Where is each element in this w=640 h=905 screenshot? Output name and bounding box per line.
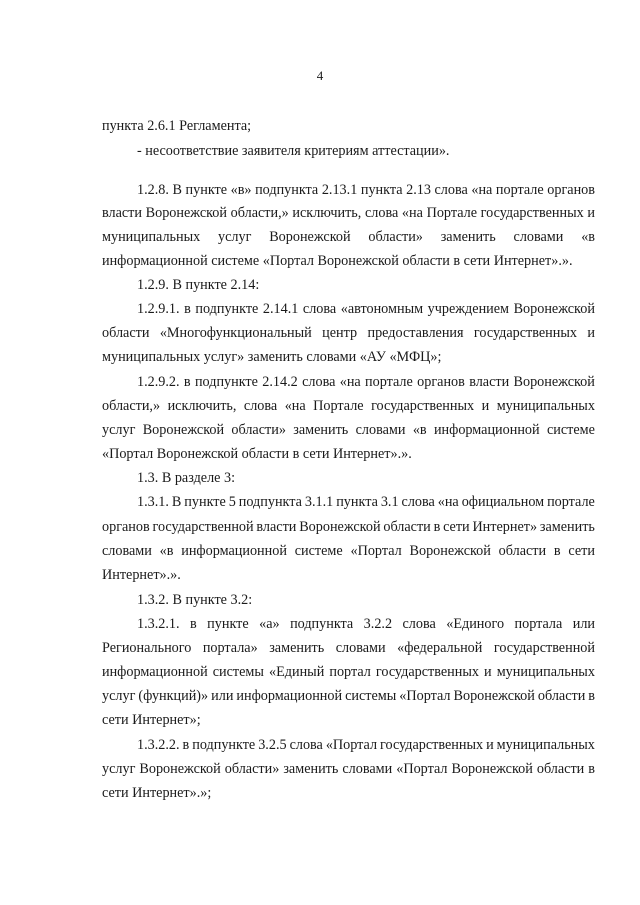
text-line: сети Интернет».»; xyxy=(102,785,212,801)
text-line: органов государственной власти Воронежской области в сети Интернет» заменить xyxy=(102,519,595,535)
text-line: Регионального портала» заменить словами «федеральной государственной xyxy=(102,640,595,656)
text-line: муниципальных услуг» заменить словами «АУ «МФЦ»; xyxy=(102,349,442,365)
text-line: пункта 2.6.1 Регламента; xyxy=(102,118,252,134)
text-line: 1.2.9.2. в подпункте 2.14.2 слова «на портале органов власти Воронежской xyxy=(137,374,595,390)
text-line: власти Воронежской области,» исключить, слова «на Портале государственных и xyxy=(102,205,595,221)
text-line: 1.2.9. В пункте 2.14: xyxy=(137,277,260,293)
text-line: 1.3. В разделе 3: xyxy=(137,470,236,486)
text-line: - несоответствие заявителя критериям аттестации». xyxy=(137,143,450,159)
page-number: 4 xyxy=(316,68,324,83)
text-line: информационной системы «Единый портал государственных и муниципальных xyxy=(102,664,595,680)
text-line: информационной системе «Портал Воронежской области в сети Интернет».». xyxy=(102,253,573,269)
text-line: услуг (функций)» или информационной системы «Портал Воронежской области в xyxy=(102,688,595,704)
text-line: 1.3.2. В пункте 3.2: xyxy=(137,592,253,608)
text-line: услуг Воронежской области» заменить словами «в информационной системе xyxy=(102,422,595,438)
text-line: «Портал Воронежской области в сети Интернет».». xyxy=(102,446,412,462)
text-line: услуг Воронежской области» заменить словами «Портал Воронежской области в xyxy=(102,761,595,777)
text-line: 1.3.2.2. в подпункте 3.2.5 слова «Портал государственных и муниципальных xyxy=(137,737,595,753)
text-line: 1.3.1. В пункте 5 подпункта 3.1.1 пункта 3.1 слова «на официальном портале xyxy=(137,494,595,510)
text-line: области «Многофункциональный центр предоставления государственных и xyxy=(102,325,595,341)
text-line: Интернет».». xyxy=(102,567,181,583)
text-line: муниципальных услуг Воронежской области» заменить словами «в xyxy=(102,229,595,245)
text-line: 1.2.9.1. в подпункте 2.14.1 слова «автономным учреждением Воронежской xyxy=(137,301,595,317)
text-line: области,» исключить, слова «на Портале государственных и муниципальных xyxy=(102,398,595,414)
text-line: 1.3.2.1. в пункте «а» подпункта 3.2.2 слова «Единого портала или xyxy=(137,616,595,632)
text-line: 1.2.8. В пункте «в» подпункта 2.13.1 пункта 2.13 слова «на портале органов xyxy=(137,182,595,198)
text-line: словами «в информационной системе «Портал Воронежской области в сети xyxy=(102,543,595,559)
text-line: сети Интернет»; xyxy=(102,712,201,728)
